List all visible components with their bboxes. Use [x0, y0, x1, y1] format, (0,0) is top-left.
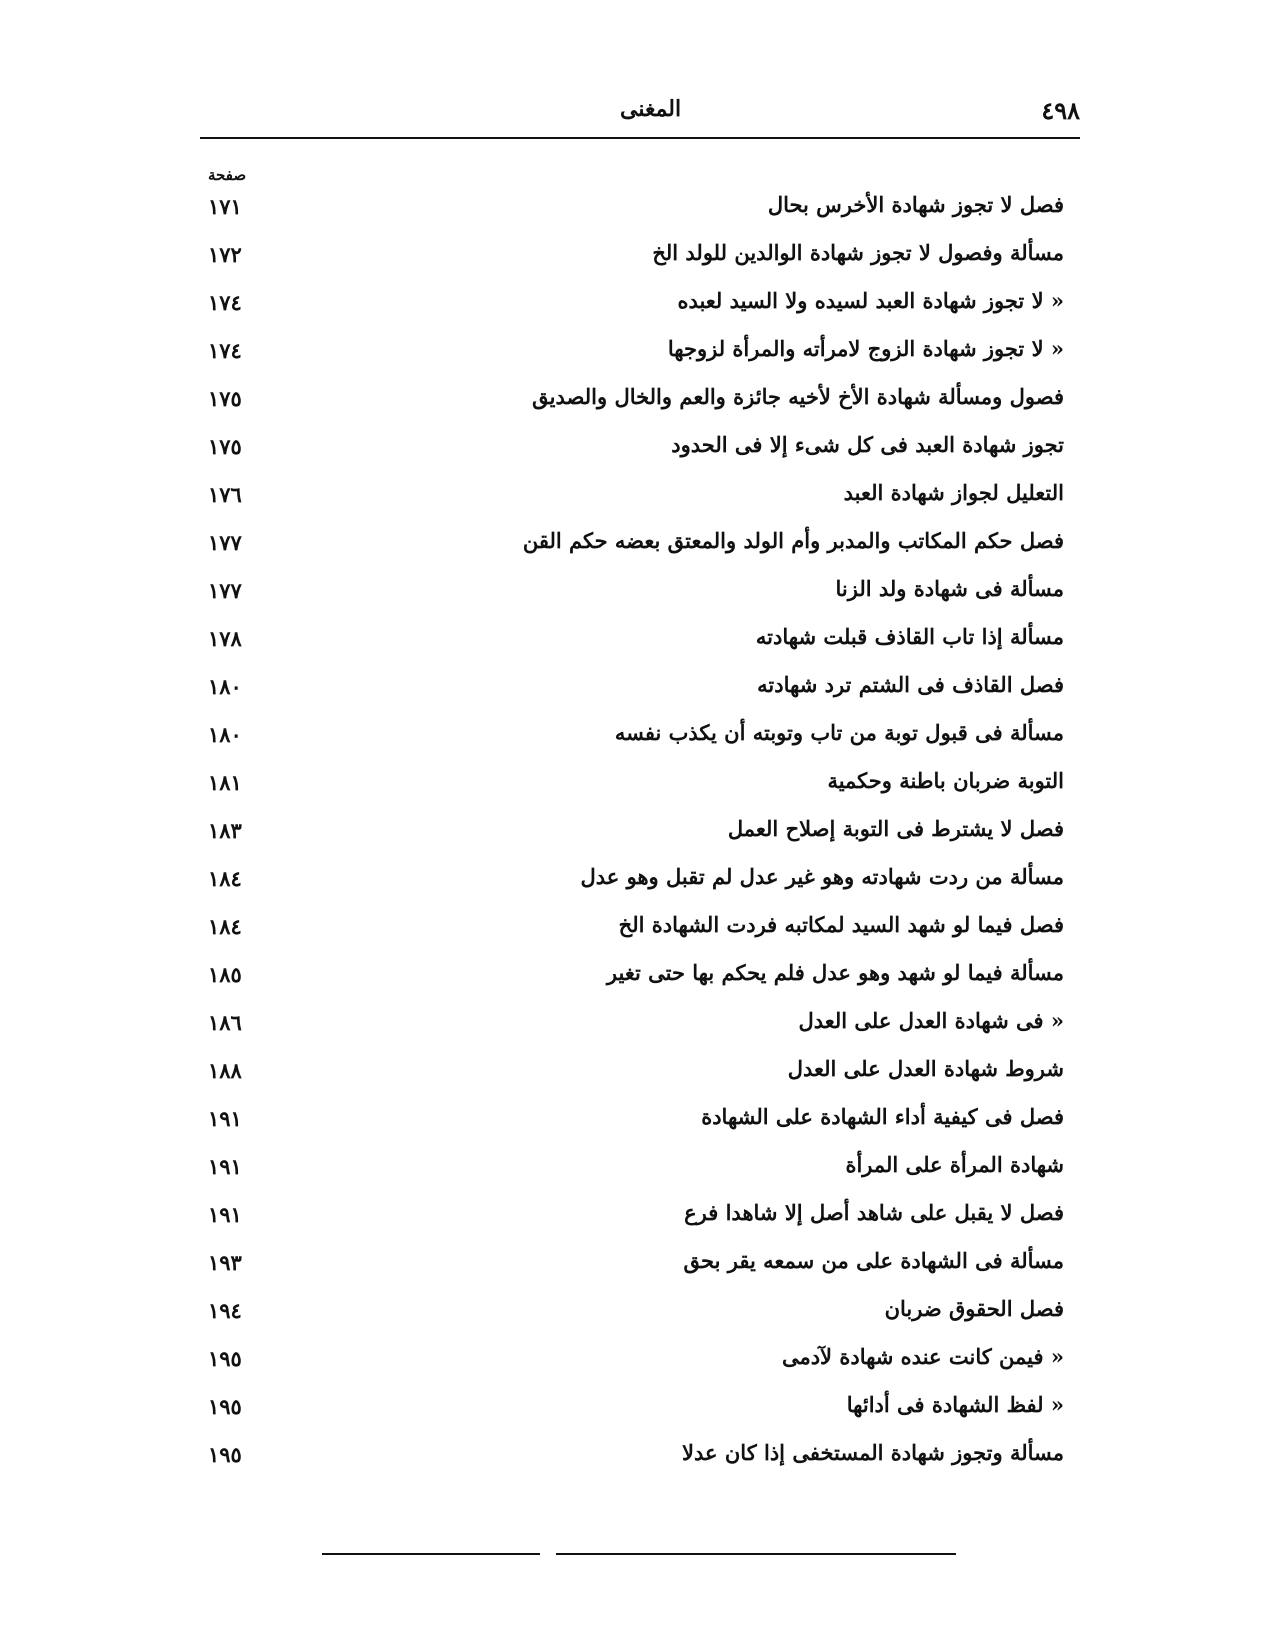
toc-entry-title: شروط شهادة العدل على العدل — [787, 1056, 1064, 1081]
toc-entry-page: ١٧٨ — [208, 626, 242, 651]
toc-entry-title: فصول ومسألة شهادة الأخ لأخيه جائزة والعم والخال والصديق — [532, 384, 1064, 409]
toc-entry-title: « لفظ الشهادة فى أدائها — [846, 1392, 1064, 1417]
toc-entry-page: ١٧١ — [208, 194, 242, 219]
toc-entry-page: ١٩٥ — [208, 1442, 242, 1467]
toc-entry-page: ١٨٨ — [208, 1058, 242, 1083]
toc-row — [200, 860, 1080, 908]
toc-entry-page: ١٨٥ — [208, 962, 242, 987]
toc-entry-title: مسألة إذا تاب القاذف قبلت شهادته — [755, 624, 1064, 649]
toc-entry-page: ١٧٤ — [208, 338, 242, 363]
toc-entry-page: ١٧٧ — [208, 578, 242, 603]
toc-entry-title: مسألة وتجوز شهادة المستخفى إذا كان عدلا — [682, 1440, 1064, 1465]
toc-entry-page: ١٧٧ — [208, 530, 242, 555]
toc-row — [200, 332, 1080, 380]
toc-entry-title: تجوز شهادة العبد فى كل شىء إلا فى الحدود — [671, 432, 1064, 457]
toc-entry-title: فصل لا يشترط فى التوبة إصلاح العمل — [727, 816, 1064, 841]
toc-entry-title: مسألة وفصول لا تجوز شهادة الوالدين للولد الخ — [652, 240, 1064, 265]
toc-entry-title: فصل فى كيفية أداء الشهادة على الشهادة — [701, 1104, 1064, 1129]
running-title: المغنى — [620, 96, 682, 122]
toc-row — [200, 380, 1080, 428]
toc-row — [200, 1292, 1080, 1340]
toc-entry-page: ١٩١ — [208, 1106, 242, 1131]
header-rule — [200, 137, 1080, 139]
toc-entry-title: « لا تجوز شهادة الزوج لامرأته والمرأة لزوجها — [667, 336, 1064, 361]
toc-entry-page: ١٧٢ — [208, 242, 242, 267]
toc-entry-title: التعليل لجواز شهادة العبد — [843, 480, 1064, 505]
toc-row — [200, 524, 1080, 572]
toc-row — [200, 1100, 1080, 1148]
toc-row — [200, 764, 1080, 812]
toc-entry-page: ١٩١ — [208, 1202, 242, 1227]
page-number: ٤٩٨ — [1041, 96, 1080, 125]
toc-row — [200, 1388, 1080, 1436]
footer-rule-right — [556, 1553, 956, 1555]
toc-entry-title: شهادة المرأة على المرأة — [845, 1152, 1064, 1177]
toc-row — [200, 1436, 1080, 1484]
toc-entry-title: فصل القاذف فى الشتم ترد شهادته — [757, 672, 1064, 697]
toc-entry-title: التوبة ضربان باطنة وحكمية — [827, 768, 1064, 793]
toc-entry-page: ١٧٤ — [208, 290, 242, 315]
toc-entry-title: « فيمن كانت عنده شهادة لآدمى — [781, 1344, 1064, 1369]
toc-entry-page: ١٨٣ — [208, 818, 242, 843]
toc-row — [200, 1196, 1080, 1244]
toc-row — [200, 1004, 1080, 1052]
toc-row — [200, 572, 1080, 620]
toc-entry-title: مسألة فى قبول توبة من تاب وتوبته أن يكذب نفسه — [614, 720, 1064, 745]
toc-entry-page: ١٨٦ — [208, 1010, 242, 1035]
toc-row — [200, 1148, 1080, 1196]
footer-rule-left — [322, 1553, 540, 1555]
toc-row — [200, 1052, 1080, 1100]
toc-entry-title: فصل لا تجوز شهادة الأخرس بحال — [767, 192, 1064, 217]
page-header — [200, 96, 1080, 136]
toc-entry-title: مسألة من ردت شهادته وهو غير عدل لم تقبل وهو عدل — [580, 864, 1064, 889]
toc-entry-page: ١٨٠ — [208, 674, 242, 699]
toc-entry-page: ١٧٥ — [208, 386, 242, 411]
toc-row — [200, 188, 1080, 236]
toc-entry-page: ١٨٤ — [208, 914, 242, 939]
toc-entry-page: ١٨٠ — [208, 722, 242, 747]
toc-row — [200, 716, 1080, 764]
toc-entry-page: ١٩٥ — [208, 1346, 242, 1371]
toc-entry-page: ١٩٣ — [208, 1250, 242, 1275]
toc-row — [200, 284, 1080, 332]
toc-entry-title: فصل فيما لو شهد السيد لمكاتبه فردت الشهادة الخ — [618, 912, 1064, 937]
toc-row — [200, 908, 1080, 956]
toc-row — [200, 956, 1080, 1004]
toc-entry-title: مسألة فى شهادة ولد الزنا — [835, 576, 1064, 601]
toc-entry-page: ١٩١ — [208, 1154, 242, 1179]
table-of-contents — [200, 188, 1080, 1484]
toc-entry-page: ١٨٤ — [208, 866, 242, 891]
toc-entry-title: مسألة فى الشهادة على من سمعه يقر بحق — [683, 1248, 1064, 1273]
toc-entry-title: فصل لا يقبل على شاهد أصل إلا شاهدا فرع — [684, 1200, 1064, 1225]
toc-entry-title: فصل حكم المكاتب والمدبر وأم الولد والمعتق بعضه حكم القن — [522, 528, 1064, 553]
toc-entry-page: ١٨١ — [208, 770, 242, 795]
toc-entry-page: ١٩٥ — [208, 1394, 242, 1419]
toc-entry-title: فصل الحقوق ضربان — [884, 1296, 1064, 1321]
toc-entry-title: مسألة فيما لو شهد وهو عدل فلم يحكم بها حتى تغير — [606, 960, 1064, 985]
toc-row — [200, 476, 1080, 524]
toc-row — [200, 236, 1080, 284]
toc-row — [200, 1340, 1080, 1388]
toc-row — [200, 812, 1080, 860]
toc-entry-page: ١٧٦ — [208, 482, 242, 507]
toc-entry-page: ١٩٤ — [208, 1298, 242, 1323]
toc-row — [200, 668, 1080, 716]
toc-entry-page: ١٧٥ — [208, 434, 242, 459]
toc-row — [200, 1244, 1080, 1292]
toc-entry-title: « فى شهادة العدل على العدل — [798, 1008, 1064, 1033]
toc-row — [200, 620, 1080, 668]
toc-entry-title: « لا تجوز شهادة العبد لسيده ولا السيد لعبده — [677, 288, 1064, 313]
page-column-label: صفحة — [208, 166, 247, 184]
toc-row — [200, 428, 1080, 476]
